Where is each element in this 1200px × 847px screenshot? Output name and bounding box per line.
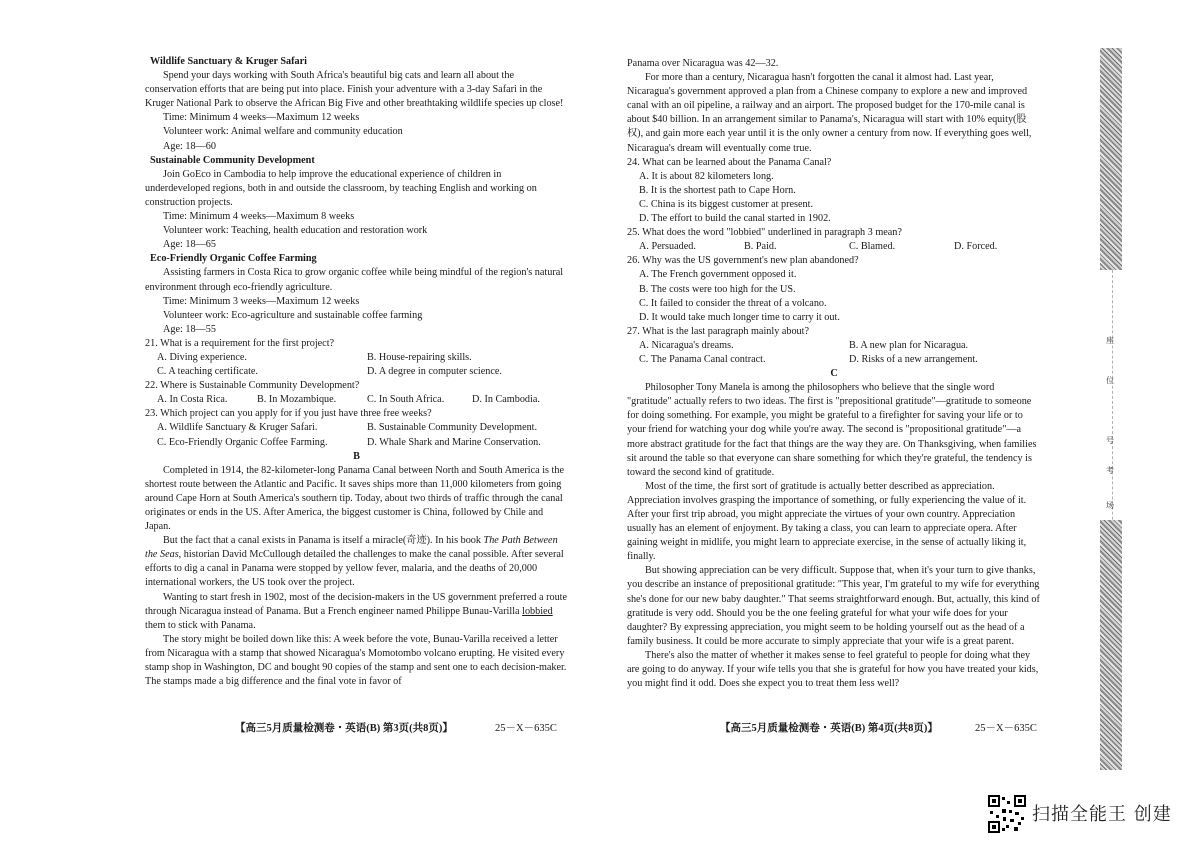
question-23-options-row2: [145, 436, 568, 450]
seal-char-3: 号: [1106, 436, 1114, 445]
left-footer-title: 【高三5月质量检测卷・英语(B) 第3页(共8页)】: [235, 723, 453, 734]
option-25d: D. Forced.: [954, 241, 998, 253]
wildlife-age: Age: 18—60: [163, 140, 216, 152]
paragraph-3-start: Wanting to start fresh in 1902, most of the decision-makers in the US government preferred a route through Nicaragua instead of Panama. But a French engineer named Philippe Bunau-Varilla: [145, 591, 568, 617]
passage-b-paragraph-2: [145, 534, 568, 590]
question-27-options-row2: [627, 353, 1041, 367]
option-26d: D. It would take much longer time to carry it out.: [639, 311, 840, 323]
option-22a: A. In Costa Rica.: [157, 394, 228, 406]
question-21-options-row1: [145, 351, 568, 365]
passage-c-paragraph-4: There's also the matter of whether it makes sense to feel grateful to people for doing what they are going to do anyway. If your wife tells you that she is grateful for how you have treated your kids, you might find it odd. Does she expect you to treat them less well?: [627, 649, 1039, 690]
option-23a: A. Wildlife Sanctuary & Kruger Safari.: [157, 422, 318, 434]
question-26: 26. Why was the US government's new plan abandoned?: [627, 255, 859, 267]
binding-strip-bottom: [1100, 520, 1122, 770]
community-body: Join GoEco in Cambodia to help improve the educational experience of children in underdeveloped regions, both in and outside the classroom, by teaching English and working on construction projects.: [145, 168, 537, 208]
paragraph-2-end: , historian David McCullough detailed the challenges to make the canal possible. After several efforts to dig a canal in Panama were stopped by yellow fever, malaria, and the deaths of 20,000 international workers, the US took over the project.: [145, 549, 564, 589]
right-paragraph-1: For more than a century, Nicaragua hasn't forgotten the canal it almost had. Last year, Nicaragua's government approved a plan from a Chinese company to explore a new and improved canal with an oil pipeline, a railway and an airport. The proposed budget for the 170-mile canal is about $40 billion. In an arrangement similar to Panama's, Nicaragua will start with 10% equity(股权), and gain more each year until it is the only owner a century from now. If everything goes well, Nicaragua's dream will eventually come true.: [627, 72, 1032, 154]
question-21-options-row2: [145, 365, 568, 379]
paragraph-2-start: But the fact that a canal exists in Panama is itself a miracle(奇迹). In his book: [163, 535, 484, 547]
option-24d: D. The effort to build the canal started in 1902.: [639, 213, 831, 225]
option-22c: C. In South Africa.: [367, 394, 445, 406]
wildlife-time: Time: Minimum 4 weeks—Maximum 12 weeks: [163, 112, 360, 124]
wildlife-title: Wildlife Sanctuary & Kruger Safari: [150, 56, 307, 67]
option-27c: C. The Panama Canal contract.: [639, 353, 766, 365]
option-24a: A. It is about 82 kilometers long.: [639, 170, 774, 182]
passage-b-paragraph-4: The story might be boiled down like this: A week before the vote, Bunau-Varilla received a letter from Nicaragua with a stamp that showed Nicaragua's Momotombo volcano erupting. He visited every stamp shop in Washington, DC and bought 90 copies of the stamp and sent one to each decision-maker. The stamps made a big difference and the final vote in favor of: [145, 633, 567, 688]
section-b-heading: B: [353, 450, 360, 462]
right-footer-title: 【高三5月质量检测卷・英语(B) 第4页(共8页)】: [720, 723, 938, 734]
coffee-title: Eco-Friendly Organic Coffee Farming: [150, 253, 317, 265]
question-27-options-row1: [627, 339, 1041, 353]
question-25: 25. What does the word "lobbied" underlined in paragraph 3 mean?: [627, 227, 902, 239]
passage-c-paragraph-3: But showing appreciation can be very difficult. Suppose that, when it's your turn to give thanks, you describe an instance of prepositional gratitude: "This year, I'm grateful to my wife for everything she's done for our new baby daughter." That seems straightforward enough. But, actually, this kind of gratitude is very odd. Should you be the one feeling grateful for what your wife does for your daughter? By expressing appreciation, you might seem to be holding yourself out as the head of a family business. It could be more accurate to simply appreciate that your wife is a great parent.: [627, 565, 1040, 647]
paragraph-3-end: them to stick with Panama.: [145, 619, 256, 631]
coffee-body: Assisting farmers in Costa Rica to grow organic coffee while being mindful of the region's natural environment through eco-friendly agriculture.: [145, 267, 564, 293]
option-25c: C. Blamed.: [849, 241, 896, 253]
question-22: 22. Where is Sustainable Community Development?: [145, 380, 360, 392]
question-21: 21. What is a requirement for the first project?: [145, 337, 335, 349]
seal-char-5: 场: [1106, 501, 1114, 510]
question-27: 27. What is the last paragraph mainly about?: [627, 325, 810, 337]
option-23d: D. Whale Shark and Marine Conservation.: [367, 436, 541, 448]
section-c-heading: C: [830, 368, 838, 380]
coffee-work: Volunteer work: Eco-agriculture and sustainable coffee farming: [163, 309, 423, 321]
option-23c: C. Eco-Friendly Organic Coffee Farming.: [157, 436, 328, 448]
coffee-time: Time: Minimum 3 weeks—Maximum 12 weeks: [163, 295, 360, 307]
passage-c-paragraph-2: Most of the time, the first sort of gratitude is actually better described as appreciation. Appreciation involves grasping the importance of something, or fully experiencing the value of it. After your first trip abroad, you might appreciate the virtues of your own country. Appreciation usually has an element of enjoyment. By taking a class, you can learn to appreciate opera. After gaining weight in midlife, you might learn to appreciate exercise, in the sense of actually liking it, finally.: [627, 480, 1027, 563]
community-title: Sustainable Community Development: [150, 154, 315, 166]
option-22b: B. In Mozambique.: [257, 394, 337, 406]
option-26b: B. The costs were too high for the US.: [639, 283, 796, 295]
right-footer: [720, 720, 1070, 735]
left-footer-code: 25－X－635C: [495, 723, 557, 734]
seal-char-2: 位: [1106, 376, 1114, 385]
seal-char-4: 考: [1106, 466, 1114, 475]
option-24b: B. It is the shortest path to Cape Horn.: [639, 184, 796, 196]
qr-code-icon: [988, 795, 1026, 833]
option-23b: B. Sustainable Community Development.: [367, 422, 538, 434]
binding-strip-top: [1100, 48, 1122, 270]
option-25b: B. Paid.: [744, 241, 777, 253]
option-24c: C. China is its biggest customer at present.: [639, 198, 814, 210]
community-time: Time: Minimum 4 weeks—Maximum 8 weeks: [163, 211, 355, 223]
seal-char-1: 座: [1106, 336, 1114, 345]
book-title: The Path Between the Seas: [145, 535, 558, 561]
left-page-column: [145, 55, 568, 689]
question-24: 24. What can be learned about the Panama Canal?: [627, 156, 832, 168]
underlined-word: lobbied: [522, 605, 553, 617]
question-25-options: [627, 240, 1041, 254]
community-age: Age: 18—65: [163, 239, 216, 251]
scanner-watermark: 扫描全能王 创建: [1032, 804, 1172, 825]
community-work: Volunteer work: Teaching, health education and restoration work: [163, 225, 428, 237]
option-21d: D. A degree in computer science.: [367, 366, 502, 378]
option-27d: D. Risks of a new arrangement.: [849, 353, 978, 365]
passage-b-paragraph-1: Completed in 1914, the 82-kilometer-long Panama Canal between North and South America is the shortest route between the Atlantic and Pacific. It saves ships more than 11,000 kilometers from going around Cape Horn at South America's southern tip. Today, about two thirds of traffic through the canal originates or ends in the US. After America, the biggest customer is China, followed by Chile and Japan.: [145, 464, 564, 533]
option-27b: B. A new plan for Nicaragua.: [849, 339, 969, 351]
coffee-age: Age: 18—55: [163, 323, 216, 335]
question-23-options-row1: [145, 421, 568, 435]
question-22-options: [145, 393, 568, 407]
option-21c: C. A teaching certificate.: [157, 366, 258, 378]
option-21a: A. Diving experience.: [157, 351, 247, 363]
option-26c: C. It failed to consider the threat of a volcano.: [639, 297, 827, 309]
option-26a: A. The French government opposed it.: [639, 269, 797, 281]
right-footer-code: 25－X－635C: [975, 723, 1037, 734]
wildlife-work: Volunteer work: Animal welfare and community education: [163, 126, 403, 138]
option-25a: A. Persuaded.: [639, 241, 696, 253]
right-page-column: [627, 57, 1041, 691]
passage-c-paragraph-1: Philosopher Tony Manela is among the philosophers who believe that the single word "gratitude" actually refers to two ideas. The first is "prepositional gratitude"—gratitude to someone for doing something. For example, you might be grateful to a firefighter for saving your life or to your friend for watching your dog while you're away. The second is "propositional gratitude"—a more abstract gratitude for the fact that things are the way they are. On Thanksgiving, when families sit around the table so that everyone can share something for which they're grateful, the tendency is toward the second kind of gratitude.: [627, 382, 1037, 478]
option-27a: A. Nicaragua's dreams.: [639, 339, 734, 351]
option-22d: D. In Cambodia.: [472, 394, 540, 406]
question-23: 23. Which project can you apply for if you just have three free weeks?: [145, 408, 432, 420]
wildlife-body: Spend your days working with South Africa's beautiful big cats and learn all about the conservation efforts that are being put into place. Finish your adventure with a 3-day Safari in the Kruger National Park to observe the African Big Five and other breathtaking wildlife species up close!: [145, 70, 564, 110]
left-footer: [235, 720, 585, 735]
passage-b-paragraph-3: [145, 591, 568, 633]
option-21b: B. House-repairing skills.: [367, 351, 472, 363]
right-paragraph-0: Panama over Nicaragua was 42—32.: [627, 58, 779, 69]
